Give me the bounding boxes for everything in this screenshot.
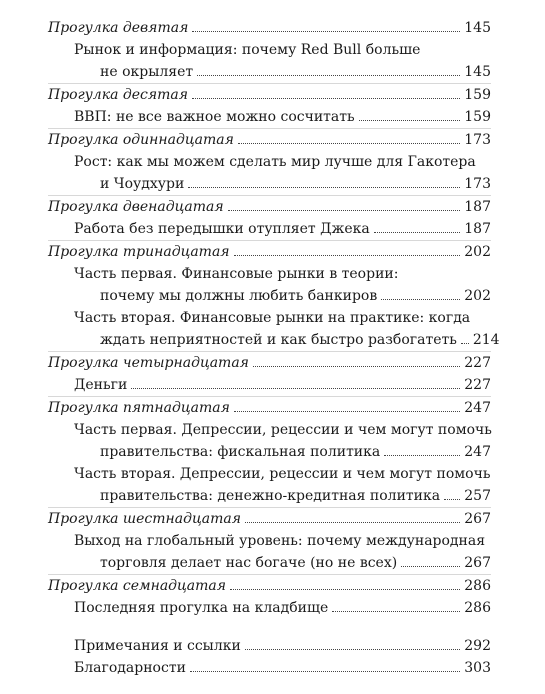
toc-page-number: 267 (464, 511, 491, 527)
toc-page-number: 202 (464, 288, 491, 304)
toc-entry-title: не окрыляет (100, 64, 194, 80)
toc-page-number: 286 (464, 578, 491, 594)
toc-entry-line (74, 329, 500, 351)
toc-entry[interactable] (48, 419, 491, 463)
toc-entry[interactable] (48, 597, 491, 619)
toc-page-number: 187 (464, 199, 491, 215)
dot-leader (131, 388, 460, 389)
toc-page-number: 173 (464, 176, 491, 192)
toc-entry-title: Часть вторая. Финансовые рынки на практике: когда (74, 310, 471, 326)
dot-leader (444, 499, 460, 500)
toc-section-heading[interactable] (48, 83, 491, 106)
toc-entry-title: Прогулка двенадцатая (48, 199, 224, 215)
toc-entry-line (74, 263, 491, 285)
dot-leader (381, 299, 460, 300)
toc-entry-title: Выход на глобальный уровень: почему международная (74, 533, 486, 549)
toc-entry-title: Часть вторая. Депрессии, рецессии и чем могут помочь (74, 466, 491, 482)
toc-page-number: 145 (464, 64, 491, 80)
toc-entry-title: правительства: денежно-кредитная политика (100, 488, 441, 504)
toc-entry-line (74, 485, 491, 507)
dot-leader (384, 455, 460, 456)
toc-section-heading[interactable] (48, 195, 491, 218)
toc-entry-title: Деньги (74, 377, 128, 393)
toc-entry-title: Прогулка девятая (48, 20, 189, 36)
toc-entry-title: Рост: как мы можем сделать мир лучше для Гакотера (74, 154, 476, 170)
dot-leader (197, 75, 460, 76)
toc-entry-line (74, 61, 491, 83)
toc-entry-line (74, 552, 491, 574)
toc-section-heading[interactable] (48, 128, 491, 151)
toc-entry[interactable] (48, 106, 491, 128)
toc-entry-line (48, 575, 491, 597)
toc-entry-title: торговля делает нас богаче (но не всех) (100, 555, 398, 571)
toc-entry-line (74, 463, 491, 485)
dot-leader (234, 255, 461, 256)
toc-section-heading[interactable] (48, 17, 491, 39)
toc-entry[interactable] (48, 635, 491, 657)
toc-entry-line (74, 374, 491, 396)
toc-entry-line (74, 419, 491, 441)
dot-leader (234, 411, 460, 412)
dot-leader (253, 366, 460, 367)
toc-section-heading[interactable] (48, 351, 491, 374)
dot-leader (359, 120, 461, 121)
toc-entry-title: Прогулка пятнадцатая (48, 400, 230, 416)
toc-entry-title: ВВП: не все важное можно сосчитать (74, 109, 355, 125)
toc-entry-title: Прогулка тринадцатая (48, 244, 230, 260)
toc-entry-line (48, 352, 491, 374)
toc-page-number: 292 (464, 638, 491, 654)
toc-page-number: 227 (464, 355, 491, 371)
toc-entry[interactable] (48, 530, 491, 574)
toc-entry-line (74, 39, 491, 61)
toc-entry-title: Прогулка семнадцатая (48, 578, 227, 594)
dot-leader (192, 31, 460, 32)
toc-entry[interactable] (48, 218, 491, 240)
toc-entry-title: Прогулка четырнадцатая (48, 355, 249, 371)
dot-leader (332, 611, 460, 612)
toc-section-heading[interactable] (48, 507, 491, 530)
dot-leader (192, 98, 460, 99)
toc-entry-title: Прогулка одиннадцатая (48, 132, 234, 148)
toc-page-number: 267 (464, 555, 491, 571)
toc-entry-line (74, 173, 491, 195)
toc-entry-title: Рынок и информация: почему Red Bull больше (74, 42, 421, 58)
toc-entry-line (74, 597, 491, 619)
toc-entry-line (74, 218, 491, 240)
toc-page-number: 214 (472, 332, 500, 348)
toc-entry-line (74, 307, 491, 329)
toc-section-heading[interactable] (48, 574, 491, 597)
table-of-contents (48, 17, 500, 679)
toc-entry-line (48, 196, 491, 218)
toc-entry-line (48, 129, 491, 151)
toc-page-number: 227 (464, 377, 491, 393)
toc-page-number: 303 (464, 660, 491, 676)
dot-leader (230, 589, 460, 590)
toc-entry-line (74, 151, 491, 173)
toc-entry-title: Благодарности (74, 660, 186, 676)
toc-entry-line (48, 508, 491, 530)
toc-page-number: 159 (464, 87, 491, 103)
toc-entry[interactable] (48, 307, 500, 351)
toc-entry-line (48, 397, 491, 419)
toc-page-number: 159 (464, 109, 491, 125)
toc-entry-title: Примечания и ссылки (74, 638, 241, 654)
toc-entry-title: ждать неприятностей и как быстро разбогатеть (100, 332, 457, 348)
toc-entry-line (74, 635, 491, 657)
toc-entry-line (74, 441, 491, 463)
toc-section-heading[interactable] (48, 240, 491, 263)
toc-entry-title: Последняя прогулка на кладбище (74, 600, 329, 616)
toc-entry[interactable] (48, 151, 491, 195)
toc-entry[interactable] (48, 463, 491, 507)
dot-leader (245, 522, 460, 523)
toc-entry-line (48, 84, 491, 106)
toc-entry-title: правительства: фискальная политика (100, 444, 381, 460)
toc-entry-title: Прогулка шестнадцатая (48, 511, 241, 527)
toc-entry[interactable] (48, 657, 491, 679)
toc-entry-line (74, 285, 491, 307)
toc-entry-title: Часть первая. Депрессии, рецессии и чем могут помочь (74, 422, 492, 438)
dot-leader (190, 671, 460, 672)
toc-entry[interactable] (48, 263, 491, 307)
toc-entry-title: Часть первая. Финансовые рынки в теории: (74, 266, 399, 282)
toc-entry[interactable] (48, 374, 491, 396)
toc-page-number: 187 (464, 221, 491, 237)
dot-leader (228, 210, 461, 211)
dot-leader (401, 566, 460, 567)
toc-page-number: 202 (464, 244, 491, 260)
toc-entry-line (48, 17, 491, 39)
toc-entry-title: почему мы должны любить банкиров (100, 288, 378, 304)
toc-entry-title: и Чоудхури (100, 176, 185, 192)
toc-entry-line (74, 657, 491, 679)
toc-page-number: 247 (464, 400, 491, 416)
toc-entry-title: Работа без передышки отупляет Джека (74, 221, 370, 237)
dot-leader (238, 143, 460, 144)
toc-section-heading[interactable] (48, 396, 491, 419)
toc-entry-line (74, 530, 491, 552)
toc-entry[interactable] (48, 39, 491, 83)
toc-page-number: 173 (464, 132, 491, 148)
toc-page-number: 247 (464, 444, 491, 460)
toc-entry-title: Прогулка десятая (48, 87, 189, 103)
toc-page-number: 257 (464, 488, 491, 504)
dot-leader (374, 232, 461, 233)
dot-leader (461, 343, 469, 344)
dot-leader (245, 649, 460, 650)
toc-page-number: 145 (464, 20, 491, 36)
toc-entry-line (74, 106, 491, 128)
dot-leader (188, 187, 460, 188)
toc-page-number: 286 (464, 600, 491, 616)
toc-entry-line (48, 241, 491, 263)
